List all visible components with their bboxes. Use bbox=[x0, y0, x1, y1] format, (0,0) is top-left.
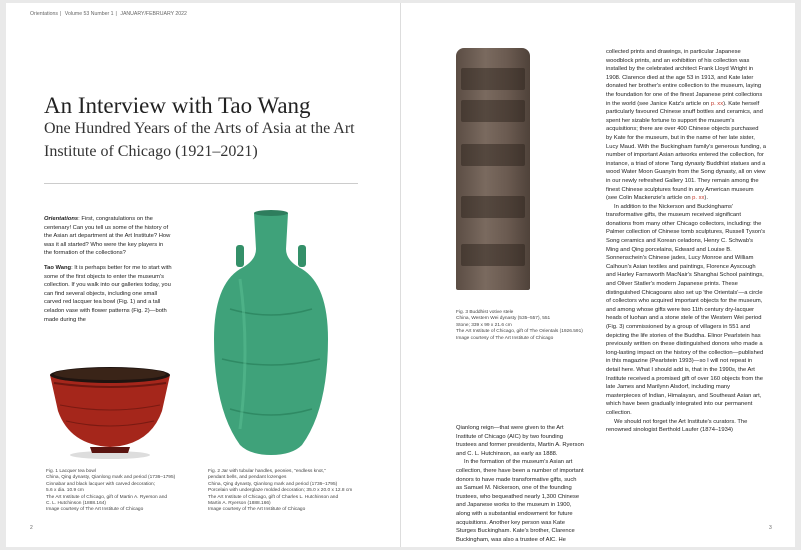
magazine-spread bbox=[6, 3, 795, 547]
running-head: Orientations | Volume 53 Number 1 | JANUARY/FEBRUARY 2022 bbox=[30, 11, 187, 17]
article-subtitle: One Hundred Years of the Arts of Asia at the Art Institute of Chicago (1921–2021) bbox=[44, 120, 355, 160]
question-1: Orientations: First, congratulations on the centenary! Can you tell us some of the history of the Asian art department at the Art Institute? How was it all started? Who were the key players in the formation of the collections? bbox=[44, 216, 171, 257]
celadon-vase-image bbox=[210, 209, 332, 459]
speaker-orientations: Orientations bbox=[44, 216, 79, 222]
speaker-tao-wang: Tao Wang bbox=[44, 264, 72, 271]
page-ref-link[interactable]: p. xx bbox=[692, 195, 705, 202]
answer-1: Tao Wang: It is perhaps better for me to start with some of the first objects to enter the museum's collection. If you walk into our galleries today, you can find several objects, including one small carved red lacquer tea bowl (Fig. 1) and a tall celadon vase with flower patterns (Fig. 2)—both made during the bbox=[44, 264, 172, 323]
fig2-caption: Fig. 2 Jar with tubular handles, peonies, "endless knot," pendant bells, and pendant lozenges China, Qing dynasty, Qianlong mark and period (1736–1795) Porcelain with underglaze molded decoration; 35.0 x 20.0 x 12.8 cm The Art Institute of Chicago, gift of Charles L. Hutchinson and Martin A. Ryerson (1888.166) Image courtesy of The Art Institute of Chicago bbox=[208, 469, 353, 513]
right-column-1: Qianlong reign—that were given to the Art Institute of Chicago (AIC) by two founding trustees and former presidents, Martin A. Ryerson and C. L. Hutchinson, as early as 1888. In the formation of the museum's Asian art collection, there have been a number of important donors to have made transformative gifts, such as Samuel M. Nickerson, one of the founding trustees, who bequeathed nearly 1,300 Chinese and Japanese works to the museum in 1900, along with a substantial endowment for future acquisitions. Another key person was Kate Sturges Buckingham. Kate's brother, Clarence Buckingham, was also a trustee of AIC. He bbox=[456, 425, 584, 543]
article-title: An Interview with Tao Wang bbox=[44, 93, 311, 118]
page-ref-link[interactable]: p. xx bbox=[710, 100, 724, 107]
title-rule bbox=[44, 183, 358, 184]
stone-stele-image bbox=[456, 48, 530, 290]
right-column-2: collected prints and drawings, in particular Japanese woodblock prints, and an exhibition of his collection was installed by the celebrated architect Frank Lloyd Wright in 1908. Clarence died at the age 53 in 1913, and Kate later donated her brother's entire collection to the museum, laying the foundation for one of the finest Japanese print collections in the world (see Janice Katz's article on p. xx). Kate herself particularly favoured Chinese snuff bottles and ceramics, and spent her sizable fortune to support the museum's acquisitions; there are over 400 Chinese objects purchased by Kate for the museum, but in the name of her late sister, Lucy Maud. With the Buckingham family's generous funding, a number of important Asian artworks entered the collection, for instance, a triad of stone Tang dynasty Buddhist statues and a wood Water Moon Guanyin from the Song dynasty, all on view in our newly refreshed Gallery 101. They remain among the finest Chinese sculptures found in any American museum (see Colin Mackenzie's article on p. xx). In addition to the Nickerson and Buckinghams' transformative gifts, the museum received significant donations from many other Chicago collectors, including: the Palmer collection of Chinese tomb sculptures, Russell Tyson's Song ceramics and Korean celadons, Henry C. Schwab's Ming and Qing porcelains, Edward and Louise B. Sonnenschein's Chinese jades, Lucy Monroe and William Calhoun's Asian textiles and paintings, Florence Ayscough and Harley Farnsworth MacNair's Shanghai School paintings, and Oliver Statler's modern Japanese prints. These distinguished Chicagoans also set up 'the Orientals'—a circle of collectors who acquired important objects for the museum, and among whose gifts were two 11th century dry-lacquer heads of luohan and a stone stele of the Western Wei period (Fig. 3) commissioned by a group of villagers in 551 and depicting the life stories of the Buddha. Elinor Pearlstein has previously written on these distinguished donors who made a long-lasting impact on the history of the collection—published in this magazine (Pearlstein 1993)—so I will not repeat in detail here. What I should add is, that in the 1990s, the Art Institute received a promised gift of over 160 objects from the late James and Marilynn Alsdorf, including many masterpieces of Indian, Himalayan, and Southeast Asian art, which have been gradually integrated into our permanent collection. We should not forget the Art Institute's curators. The renowned sinologist Berthold Laufer (1874–1934) bbox=[606, 49, 766, 434]
right-page bbox=[401, 3, 795, 547]
page-number-right: 3 bbox=[769, 525, 772, 531]
journal-name: Orientations bbox=[30, 11, 58, 17]
fig3-caption: Fig. 3 Buddhist votive stele China, Western Wei dynasty (535–557), 551 Stone; 339 x 99 x 21.6 cm The Art Institute of Chicago, gift of The Orientals (1926.591) Image courtesy of The Art Institute of Chicago bbox=[456, 310, 583, 341]
page-number-left: 2 bbox=[30, 525, 33, 531]
fig1-caption: Fig. 1 Lacquer tea bowl China, Qing dynasty, Qianlong mark and period (1736–1795) Cinnabar and black lacquer with carved decoration; 5.6 x dia. 10.9 cm The Art Institute of Chicago, gift of Martin A. Ryerson and C. L. Hutchinson (1888.164) Image courtesy of The Art Institute of Chicago bbox=[46, 469, 176, 513]
volume: Volume 53 Number 1 bbox=[64, 11, 114, 17]
interview-text bbox=[44, 215, 172, 330]
left-page bbox=[6, 3, 400, 547]
issue-date: JANUARY/FEBRUARY 2022 bbox=[120, 11, 187, 17]
lacquer-bowl-image bbox=[46, 361, 174, 461]
